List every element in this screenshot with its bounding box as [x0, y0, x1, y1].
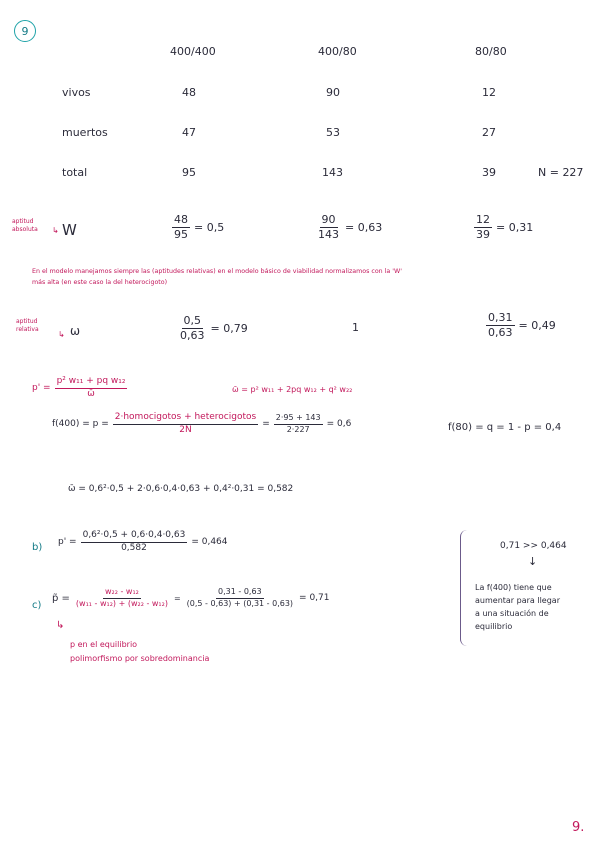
frac-num: 0,31	[486, 312, 515, 326]
part-c-label: c)	[32, 600, 42, 611]
f400-formula	[52, 413, 351, 436]
page-number: 9.	[572, 820, 585, 835]
side-note-line1: La f(400) tiene que	[475, 583, 552, 592]
f80-formula: f(80) = q = 1 - p = 0,4	[448, 422, 562, 433]
frac-den: 0,63	[488, 326, 513, 340]
frac-num: 0,5	[182, 315, 204, 329]
aptitud-absoluta-label	[12, 218, 38, 234]
aptitud-relativa-400-80: 1	[352, 321, 359, 334]
cell-vivos-400-400: 48	[182, 86, 196, 99]
lhs: p̃ =	[52, 592, 70, 604]
omega-symbol: ω	[70, 324, 81, 338]
frac-num: 48	[172, 214, 190, 228]
aptitud-relativa-label	[16, 318, 39, 334]
frac-den: ω̄	[87, 388, 95, 399]
frac-den: 2·227	[286, 424, 310, 434]
lhs: p' =	[32, 383, 51, 394]
frac-den: 143	[318, 228, 339, 242]
side-note-line3: a una situación de	[475, 609, 549, 618]
result: = 0,63	[345, 221, 383, 235]
frac-den: 95	[174, 228, 188, 242]
result: = 0,49	[518, 319, 556, 333]
frac-num: 2·homocigotos + heterocigotos	[113, 413, 258, 425]
frac-num: w₂₂ - w₁₂	[103, 588, 141, 599]
frac-den: (w₁₁ - w₁₂) + (w₂₂ - w₁₂)	[75, 598, 168, 608]
normalization-note	[32, 266, 402, 288]
part-c-formula	[52, 588, 330, 609]
cell-total-80-80: 39	[482, 166, 496, 179]
result: = 0,71	[299, 593, 330, 604]
problem-number-circle	[14, 20, 36, 42]
equilibrium-note	[70, 638, 209, 666]
aptitud-relativa-label-line1: aptitud	[16, 318, 38, 325]
frac-num: 12	[474, 214, 492, 228]
aptitud-absoluta-400-400	[172, 214, 224, 241]
w-bar-calculation: ω̄ = 0,6²·0,5 + 2·0,6·0,4·0,63 + 0,4²·0,31 = 0,582	[68, 484, 294, 494]
cell-muertos-400-80: 53	[326, 126, 340, 139]
result: = 0,464	[191, 537, 228, 548]
result: = 0,31	[496, 221, 534, 235]
row-label-vivos: vivos	[62, 86, 91, 99]
lhs: f(400) = p =	[52, 419, 109, 430]
equals: =	[173, 593, 181, 603]
cell-total-400-400: 95	[182, 166, 196, 179]
n-total: N = 227	[538, 166, 584, 179]
side-note-line4: equilibrio	[475, 622, 513, 631]
aptitud-absoluta-label-line2: absoluta	[12, 226, 38, 233]
aptitud-relativa-400-400	[178, 315, 248, 342]
frac-den: 39	[476, 228, 490, 242]
frac-den: 0,582	[121, 542, 147, 553]
frac-num: 0,31 - 0,63	[216, 588, 264, 599]
cell-vivos-400-80: 90	[326, 86, 340, 99]
result: = 0,79	[210, 322, 248, 336]
frac-num: p² w₁₁ + pq w₁₂	[55, 377, 128, 389]
w-symbol: W	[62, 221, 77, 239]
normalization-note-line2: más alta (en este caso la del heterocigoto)	[32, 279, 168, 286]
aptitud-absoluta-400-80	[316, 214, 382, 241]
frac-den: (0,5 - 0,63) + (0,31 - 0,63)	[186, 598, 294, 608]
cell-muertos-80-80: 27	[482, 126, 496, 139]
frac-num: 0,6²·0,5 + 0,6·0,4·0,63	[81, 531, 188, 543]
table-header-400-80: 400/80	[318, 45, 357, 58]
result: = 0,5	[194, 221, 225, 235]
pink-arrow-icon: ↳	[58, 330, 65, 339]
part-b-label: b)	[32, 542, 43, 553]
curly-brace	[460, 530, 467, 646]
part-b-formula	[58, 531, 228, 554]
equilibrium-note-line2: polimorfismo por sobredominancia	[70, 654, 210, 663]
pink-arrow-icon: ↳	[52, 226, 59, 235]
aptitud-absoluta-label-line1: aptitud	[12, 218, 34, 225]
problem-number: 9	[21, 24, 29, 38]
table-header-400-400: 400/400	[170, 45, 216, 58]
frac-num: 2·95 + 143	[274, 414, 323, 425]
frac-num: 90	[320, 214, 338, 228]
frac-den: 0,63	[180, 329, 205, 343]
cell-muertos-400-400: 47	[182, 126, 196, 139]
p-prime-formula	[32, 377, 127, 400]
aptitud-relativa-label-line2: relativa	[16, 326, 39, 333]
row-label-total: total	[62, 166, 88, 179]
cell-vivos-80-80: 12	[482, 86, 496, 99]
table-header-80-80: 80/80	[475, 45, 507, 58]
side-note-line2: aumentar para llegar	[475, 596, 560, 605]
down-arrow-icon: ↓	[528, 555, 538, 568]
aptitud-relativa-80-80	[486, 312, 556, 339]
aptitud-absoluta-80-80	[474, 214, 533, 241]
lhs: p' =	[58, 537, 77, 548]
frac-den: 2N	[179, 424, 192, 435]
row-label-muertos: muertos	[62, 126, 108, 139]
equilibrium-note-line1: p en el equilibrio	[70, 640, 138, 649]
result: = 0,6	[326, 419, 352, 430]
side-note-comparison: 0,71 >> 0,464	[500, 541, 567, 551]
equals: =	[262, 419, 270, 430]
normalization-note-line1: En el modelo manejamos siempre las (aptitudes relativas) en el modelo básico de viabilidad normalizamos con la 'W'	[32, 268, 402, 275]
pink-hook-arrow-icon: ↳	[56, 620, 65, 631]
side-note-text	[475, 581, 560, 633]
cell-total-400-80: 143	[322, 166, 343, 179]
w-bar-formula: ω̄ = p² w₁₁ + 2pq w₁₂ + q² w₂₂	[232, 385, 353, 394]
